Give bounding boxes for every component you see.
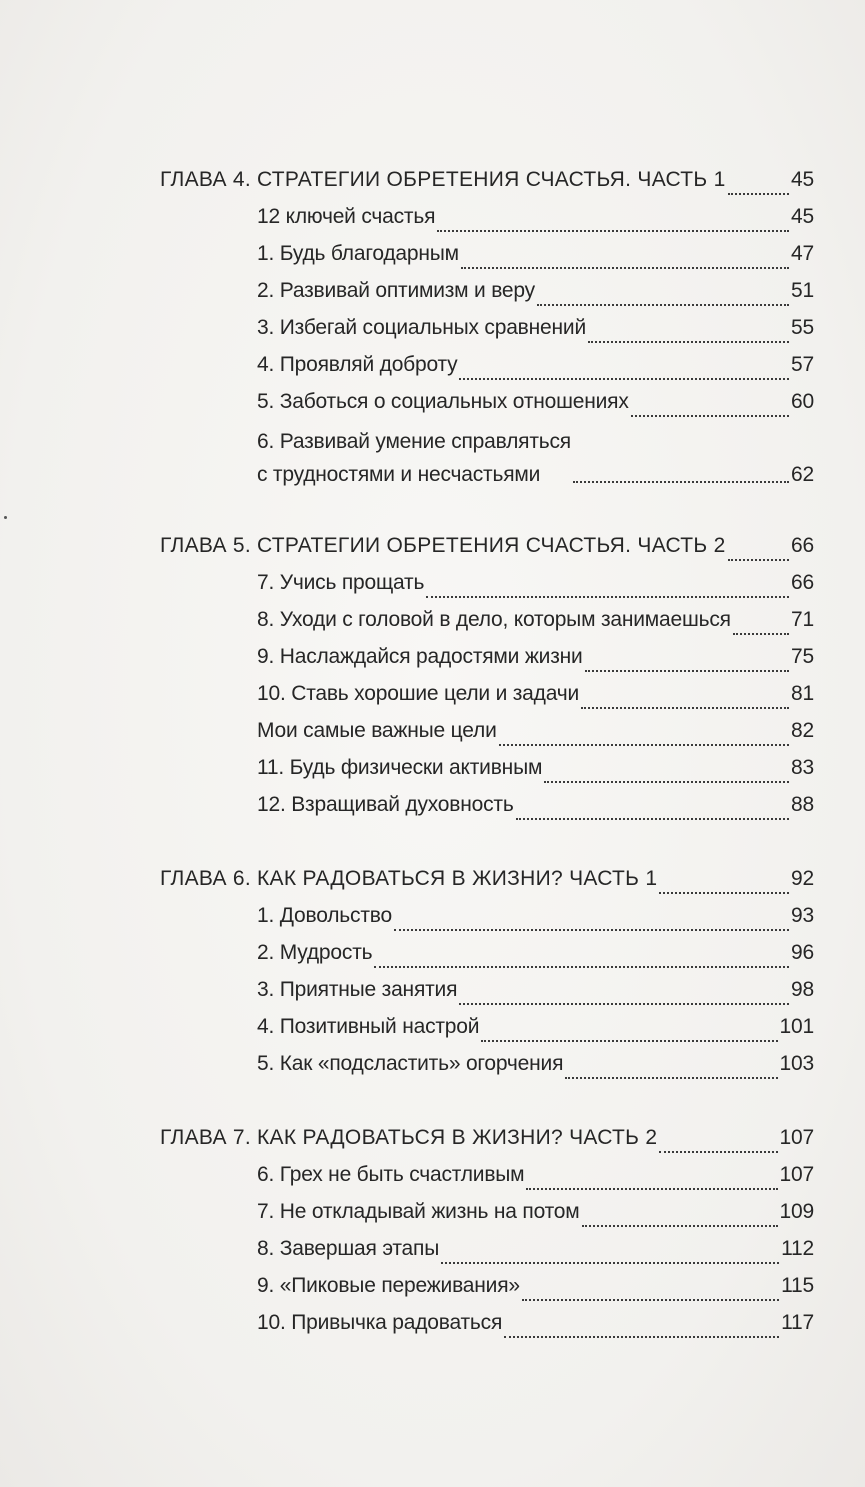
entry-title: 2. Развивай оптимизм и веру <box>257 279 535 302</box>
dot-leader <box>733 633 789 635</box>
page-number: 51 <box>791 279 814 302</box>
entry-title: 9. Наслаждайся радостями жизни <box>257 645 583 668</box>
toc-entry[interactable] <box>160 1198 814 1235</box>
toc-entry[interactable] <box>160 680 814 717</box>
entry-title: 3. Приятные занятия <box>257 978 458 1001</box>
toc-entry[interactable] <box>160 388 814 425</box>
page-number: 93 <box>791 904 814 927</box>
page-number: 83 <box>791 756 814 779</box>
page-number: 60 <box>791 390 814 413</box>
entry-title: 8. Завершая этапы <box>257 1237 440 1260</box>
chapter-heading[interactable] <box>160 532 814 569</box>
page-number: 107 <box>779 1163 814 1186</box>
toc-entry[interactable] <box>160 314 814 351</box>
dot-leader <box>659 1151 777 1153</box>
dot-leader <box>728 559 789 561</box>
page-number: 103 <box>779 1052 814 1075</box>
dot-leader <box>537 304 789 306</box>
entry-title: 10. Привычка радоваться <box>257 1311 503 1334</box>
entry-title: 8. Уходи с головой в дело, которым занимаешься <box>257 608 731 631</box>
toc-entry[interactable] <box>160 902 814 939</box>
chapter-number: ГЛАВА 5. <box>160 534 252 557</box>
dot-leader <box>481 1040 777 1042</box>
dot-leader <box>585 670 789 672</box>
page-number: 107 <box>779 1126 814 1149</box>
dot-leader <box>441 1262 779 1264</box>
toc-entry[interactable] <box>160 643 814 680</box>
dot-leader <box>631 415 789 417</box>
dot-leader <box>459 378 789 380</box>
dot-leader <box>516 818 789 820</box>
page-number: 75 <box>791 645 814 668</box>
toc-entry[interactable] <box>160 1272 814 1309</box>
toc-entry[interactable] <box>160 277 814 314</box>
chapter-6 <box>160 865 814 1087</box>
dot-leader <box>374 966 789 968</box>
entry-title: 5. Как «подсластить» огорчения <box>257 1052 564 1075</box>
dot-leader <box>526 1188 777 1190</box>
chapter-4 <box>160 166 814 495</box>
entry-title: 7. Учись прощать <box>257 571 425 594</box>
dot-leader <box>565 1077 777 1079</box>
chapter-heading[interactable] <box>160 166 814 203</box>
entry-title: 11. Будь физически активным <box>257 756 543 779</box>
toc-entry[interactable] <box>160 351 814 388</box>
entry-title: 12 ключей счастья <box>257 205 436 228</box>
entry-title: 5. Заботься о социальных отношениях <box>257 390 629 413</box>
entry-title: 10. Ставь хорошие цели и задачи <box>257 682 579 705</box>
dot-leader <box>573 481 789 483</box>
entry-title: 6. Грех не быть счастливым <box>257 1163 525 1186</box>
entry-title: 4. Позитивный настрой <box>257 1015 480 1038</box>
chapter-title: СТРАТЕГИИ ОБРЕТЕНИЯ СЧАСТЬЯ. ЧАСТЬ 1 <box>257 168 726 191</box>
page-number: 55 <box>791 316 814 339</box>
toc-entry[interactable] <box>160 1013 814 1050</box>
page-number: 98 <box>791 978 814 1001</box>
page-number: 117 <box>781 1311 814 1334</box>
dot-leader <box>522 1299 779 1301</box>
page-number: 92 <box>791 867 814 890</box>
toc-entry[interactable] <box>160 606 814 643</box>
toc-entry[interactable] <box>160 1235 814 1272</box>
chapter-5 <box>160 532 814 828</box>
chapter-heading[interactable] <box>160 865 814 902</box>
dot-leader <box>544 781 789 783</box>
entry-title: 12. Взращивай духовность <box>257 793 514 816</box>
toc-entry[interactable] <box>160 976 814 1013</box>
entry-title: 7. Не откладывай жизнь на потом <box>257 1200 580 1223</box>
page-number: 109 <box>779 1200 814 1223</box>
chapter-7 <box>160 1124 814 1346</box>
dot-leader <box>394 929 789 931</box>
toc-entry[interactable] <box>160 203 814 240</box>
entry-title: 9. «Пиковые переживания» <box>257 1274 520 1297</box>
toc-entry[interactable] <box>160 569 814 606</box>
dot-leader <box>426 596 789 598</box>
toc-entry[interactable] <box>160 939 814 976</box>
table-of-contents <box>160 166 814 1383</box>
dot-leader <box>499 744 789 746</box>
page-number: 115 <box>781 1274 814 1297</box>
page-number: 62 <box>791 463 814 486</box>
chapter-number: ГЛАВА 6. <box>160 867 252 890</box>
page-number: 66 <box>791 571 814 594</box>
page-number: 45 <box>791 168 814 191</box>
toc-entry[interactable] <box>160 1161 814 1198</box>
dot-leader <box>728 193 789 195</box>
dot-leader <box>437 230 789 232</box>
toc-entry[interactable] <box>160 791 814 828</box>
page-number: 45 <box>791 205 814 228</box>
toc-entry[interactable] <box>160 240 814 277</box>
entry-title: 1. Довольство <box>257 904 392 927</box>
page-number: 81 <box>791 682 814 705</box>
page-number: 96 <box>791 941 814 964</box>
entry-title: 3. Избегай социальных сравнений <box>257 316 586 339</box>
entry-title: 1. Будь благодарным <box>257 242 459 265</box>
page-number: 47 <box>791 242 814 265</box>
toc-entry[interactable] <box>160 717 814 754</box>
dot-leader <box>588 341 789 343</box>
paper-speck <box>4 516 7 519</box>
dot-leader <box>582 1225 778 1227</box>
page-number: 66 <box>791 534 814 557</box>
entry-title: 2. Мудрость <box>257 941 373 964</box>
chapter-number: ГЛАВА 4. <box>160 168 252 191</box>
page-number: 112 <box>781 1237 814 1260</box>
entry-title: Мои самые важные цели <box>257 719 497 742</box>
page-number: 88 <box>791 793 814 816</box>
page-number: 82 <box>791 719 814 742</box>
chapter-title: СТРАТЕГИИ ОБРЕТЕНИЯ СЧАСТЬЯ. ЧАСТЬ 2 <box>257 534 726 557</box>
dot-leader <box>581 707 789 709</box>
toc-entry[interactable] <box>160 1309 814 1346</box>
entry-title-line-1: 6. Развивай умение справляться <box>257 430 571 453</box>
entry-title-line-2: с трудностями и несчастьями <box>257 463 541 486</box>
entry-title: 4. Проявляй доброту <box>257 353 458 376</box>
dot-leader <box>504 1336 779 1338</box>
dot-leader <box>659 892 789 894</box>
toc-entry-multiline[interactable] <box>160 425 814 495</box>
toc-entry[interactable] <box>160 754 814 791</box>
chapter-title: КАК РАДОВАТЬСЯ В ЖИЗНИ? ЧАСТЬ 1 <box>257 867 658 890</box>
dot-leader <box>461 267 789 269</box>
page-number: 71 <box>791 608 814 631</box>
page-number: 101 <box>779 1015 814 1038</box>
dot-leader <box>459 1003 789 1005</box>
entry-title <box>257 425 571 495</box>
page-number: 57 <box>791 353 814 376</box>
toc-entry[interactable] <box>160 1050 814 1087</box>
chapter-number: ГЛАВА 7. <box>160 1126 252 1149</box>
chapter-heading[interactable] <box>160 1124 814 1161</box>
chapter-title: КАК РАДОВАТЬСЯ В ЖИЗНИ? ЧАСТЬ 2 <box>257 1126 658 1149</box>
